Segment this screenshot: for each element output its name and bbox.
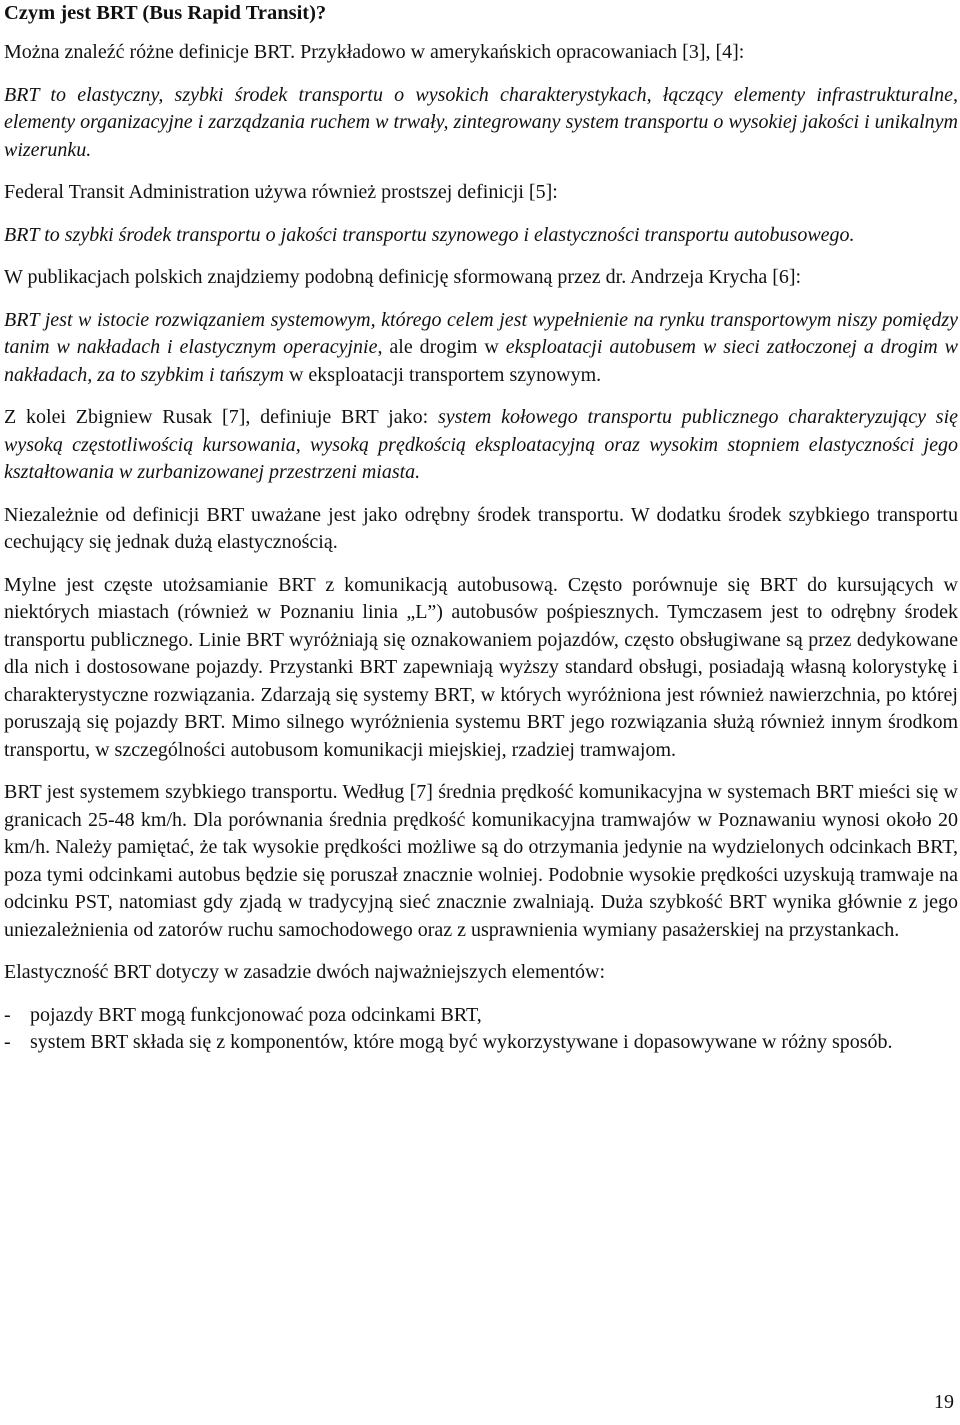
quote-3-part-a: BRT jest w istocie rozwiązaniem systemowym, którego celem jest wypełnienie na rynku transportowym niszy pomiędzy tanim w nakładach i elastycznym operacyjnie: [4, 308, 958, 358]
quote-3-part-b: , ale drogim w: [377, 336, 506, 358]
paragraph-misconception: Mylne jest częste utożsamianie BRT z komunikacją autobusową. Często porównuje się BRT do kursujących w niektórych miastach (również w Poznaniu linia „L”) autobusów pośpiesznych. Tymczasem jest to odrębny środek transportu publicznego. Linie BRT wyróżniają się oznakowaniem pojazdów, często obsługiwane są przez dedykowane dla nich i dostosowane pojazdy. Przystanki BRT zapewniają wyższy standard obsługi, posiadają własną kolorystykę i charakterystyczne rozwiązania. Zdarzają się systemy BRT, w których wyróżniona jest również nawierzchnia, po której poruszają się pojazdy BRT. Mimo silnego wyróżnienia systemu BRT jego rozwiązania służą również innym środkom transportu, w szczególności autobusom komunikacji miejskiej, rzadziej tramwajom.: [4, 573, 958, 761]
paragraph-speed: BRT jest systemem szybkiego transportu. Według [7] średnia prędkość komunikacyjna w systemach BRT mieści się w granicach 25-48 km/h. Dla porównania średnia prędkość komunikacyjna tramwajów w Poznawaniu wynosi około 20 km/h. Należy pamiętać, że tak wysokie prędkości możliwe są do otrzymania jedynie na wydzielonych odcinkach BRT, poza tymi odcinkami autobus będzie się poruszał znacznie wolniej. Podobnie wysokie prędkości uzyskują tramwaje na odcinku PST, natomiast gdy zjadą w tradycyjną sieć znacznie zwalniają. Duża szybkość BRT wynika głównie z jego uniezależnienia od zatorów ruchu samochodowego oraz z usprawnienia wymiany pasażerskiej na przystankach.: [4, 781, 958, 941]
list-dash: -: [4, 1031, 11, 1053]
definition-quote-3: [4, 307, 958, 390]
flexibility-list: [4, 1002, 958, 1057]
paragraph-intro: Można znaleźć różne definicje BRT. Przykładowo w amerykańskich opracowaniach [3], [4]:: [4, 41, 745, 63]
list-dash: -: [4, 1003, 11, 1026]
quote-3-part-d: w eksploatacji transportem szynowym.: [283, 363, 602, 386]
quote-3-part-c: eksploatacji autobusem w sieci zatłoczonej a drogim w nakładach, za to szybkim i tańszym: [4, 336, 958, 386]
definition-quote-2: BRT to szybki środek transportu o jakości transportu szynowego i elastyczności transportu autobusowego.: [4, 223, 855, 246]
paragraph-independent: Niezależnie od definicji BRT uważane jest jako odrębny środek transportu. W dodatku środek szybkiego transportu cechujący się jednak dużą elastycznością.: [4, 503, 958, 553]
paragraph-fta: Federal Transit Administration używa również prostszej definicji [5]:: [4, 181, 558, 203]
page-title: Czym jest BRT (Bus Rapid Transit)?: [4, 2, 327, 24]
paragraph-polish: W publikacjach polskich znajdziemy podobną definicję sformowaną przez dr. Andrzeja Krycha [6]:: [4, 266, 802, 288]
paragraph-flexibility: Elastyczność BRT dotyczy w zasadzie dwóch najważniejszych elementów:: [4, 961, 605, 983]
document-page: [4, 0, 958, 1057]
rusak-lead: Z kolei Zbigniew Rusak [7], definiuje BRT jako:: [4, 406, 438, 428]
page-number: 19: [934, 1391, 954, 1413]
list-item: [4, 1002, 958, 1030]
list-item-text: pojazdy BRT mogą funkcjonować poza odcinkami BRT,: [30, 1003, 482, 1026]
list-item-text: system BRT składa się z komponentów, które mogą być wykorzystywane i dopasowywane w różny sposób.: [30, 1031, 893, 1053]
rusak-definition: system kołowego transportu publicznego charakteryzujący się wysoką częstotliwością kursowania, wysoką prędkością eksploatacyjną oraz wysokim stopniem elastyczności jego kształtowania w zurbanizowanej przestrzeni miasta.: [4, 406, 959, 483]
paragraph-rusak: [4, 404, 958, 487]
list-item: [4, 1029, 958, 1057]
definition-quote-1: BRT to elastyczny, szybki środek transportu o wysokich charakterystykach, łączący elementy infrastrukturalne, elementy organizacyjne i zarządzania ruchem w trwały, zintegrowany system transportu o wysokiej jakości i unikalnym wizerunku.: [4, 83, 958, 161]
